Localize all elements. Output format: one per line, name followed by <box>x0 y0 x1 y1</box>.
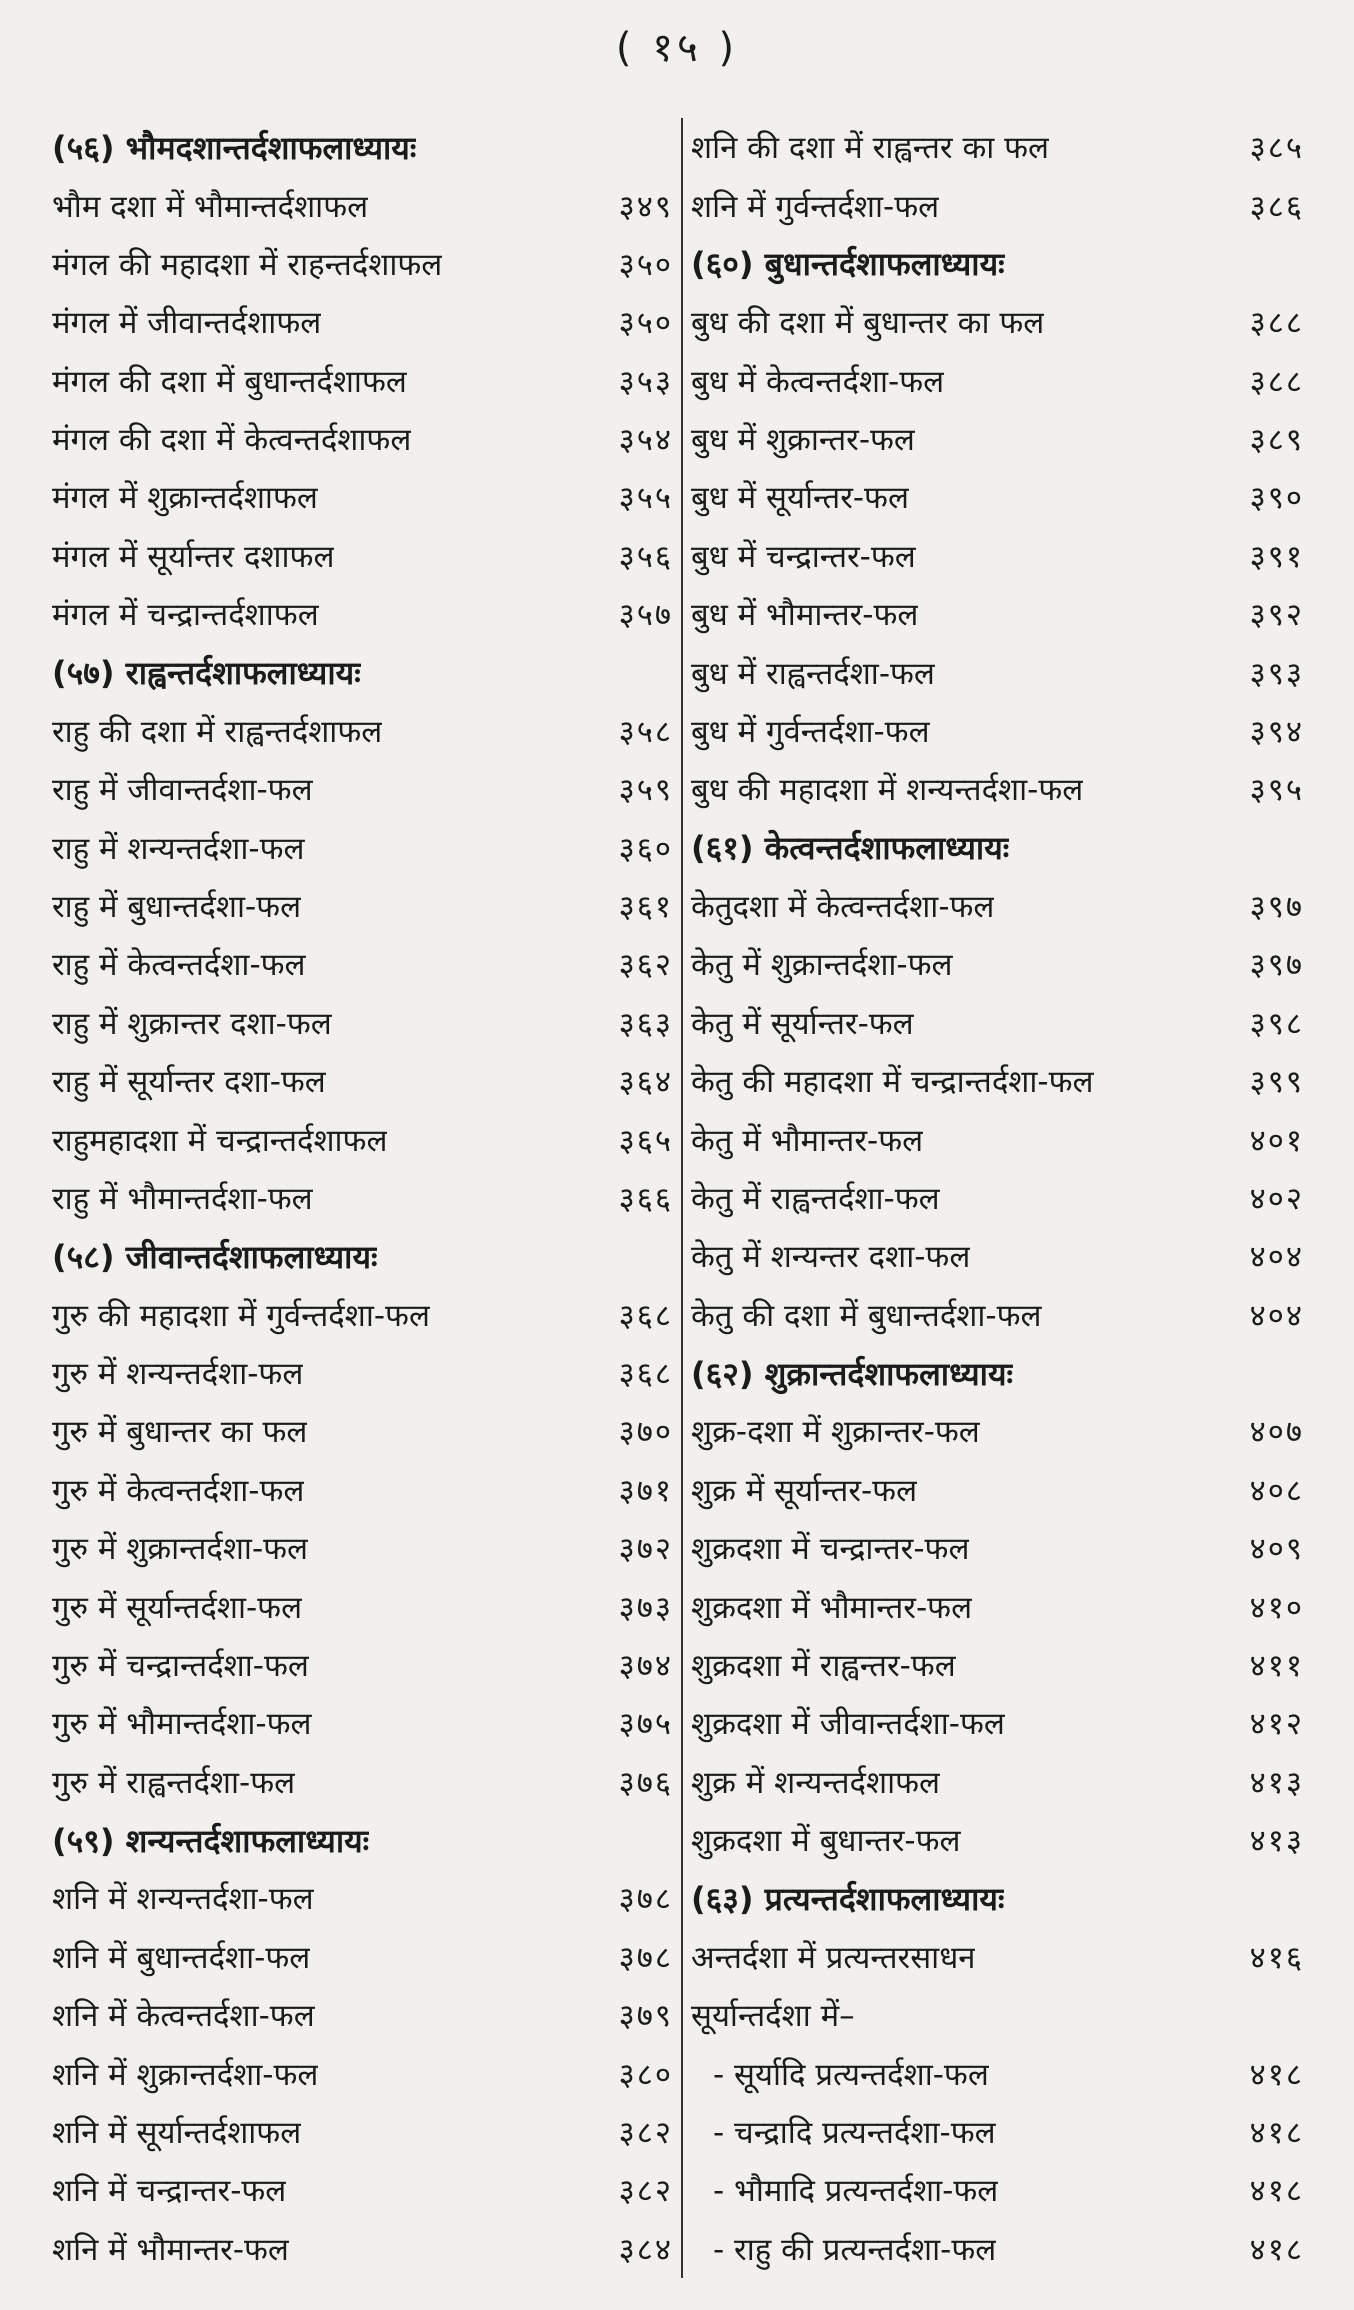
toc-entry <box>52 352 673 410</box>
toc-entry-title: बुध में केत्वन्तर्दशा-फल <box>691 363 945 400</box>
toc-entry <box>691 994 1304 1052</box>
toc-entry-title: शनि में बुधान्तर्दशा-फल <box>52 1939 311 1976</box>
toc-chapter-heading <box>691 235 1304 293</box>
toc-entry <box>691 1052 1304 1110</box>
toc-entry-title: बुध में भौमान्तर-फल <box>691 597 919 634</box>
toc-entry-page: ३८२ <box>618 2114 673 2151</box>
toc-entry-title: (५७) राह्वन्तर्दशाफलाध्यायः <box>52 654 361 693</box>
toc-entry <box>52 877 673 935</box>
toc-entry-page: ३७२ <box>618 1531 673 1568</box>
toc-entry-page: ४१६ <box>1249 1939 1304 1976</box>
toc-entry-page: ३९७ <box>1249 889 1304 926</box>
toc-entry-page: ४०४ <box>1249 1239 1304 1276</box>
toc-entry <box>52 176 673 234</box>
toc-entry <box>691 1286 1304 1344</box>
toc-entry <box>52 1869 673 1927</box>
toc-entry-page: ३५८ <box>618 713 673 750</box>
toc-entry <box>52 1169 673 1227</box>
toc-entry-page: ३५० <box>618 246 673 283</box>
toc-entry-page: ३९५ <box>1249 772 1304 809</box>
toc-entry-title: - राहु की प्रत्यन्तर्दशा-फल <box>713 2231 997 2268</box>
toc-entry-title: शनि में भौमान्तर-फल <box>52 2231 289 2268</box>
toc-entry-title: गुरु में भौमान्तर्दशा-फल <box>52 1706 312 1743</box>
toc-entry-page: ३८० <box>618 2056 673 2093</box>
toc-entry-page: ३९२ <box>1249 597 1304 634</box>
toc-entry <box>691 1636 1304 1694</box>
toc-entry-title: मंगल में जीवान्तर्दशाफल <box>52 305 322 342</box>
toc-entry-title: केतु में भौमान्तर-फल <box>691 1122 924 1159</box>
toc-entry-title: बुध की महादशा में शन्यन्तर्दशा-फल <box>691 772 1084 809</box>
toc-entry <box>691 118 1304 176</box>
toc-entry-page: ३७८ <box>618 1939 673 1976</box>
toc-entry-page: ४१३ <box>1249 1823 1304 1860</box>
toc-entry <box>52 1694 673 1752</box>
toc-entry-page: ४१८ <box>1249 2056 1304 2093</box>
toc-entry-title: मंगल में चन्द्रान्तर्दशाफल <box>52 597 319 634</box>
toc-entry-title: गुरु में शन्यन्तर्दशा-फल <box>52 1356 304 1393</box>
toc-entry <box>691 2103 1304 2161</box>
toc-entry-title: केतुदशा में केत्वन्तर्दशा-फल <box>691 889 995 926</box>
toc-chapter-heading <box>52 643 673 701</box>
toc-entry-page: ३५६ <box>618 538 673 575</box>
toc-entry <box>52 1928 673 1986</box>
toc-entry-page: ३७३ <box>618 1589 673 1626</box>
toc-entry <box>52 819 673 877</box>
toc-entry-page: ३८५ <box>1249 130 1304 167</box>
toc-entry <box>52 527 673 585</box>
toc-entry-title: शुक्र में सूर्यान्तर-फल <box>691 1472 918 1509</box>
toc-entry-page: ३९७ <box>1249 947 1304 984</box>
toc-entry-title: शनि में सूर्यान्तर्दशाफल <box>52 2114 302 2151</box>
toc-entry-title: केतु की महादशा में चन्द्रान्तर्दशा-फल <box>691 1064 1094 1101</box>
toc-entry-title: बुध में राह्वन्तर्दशा-फल <box>691 655 935 692</box>
toc-entry-page: ३६५ <box>618 1122 673 1159</box>
toc-entry <box>691 2161 1304 2219</box>
toc-entry <box>691 1519 1304 1577</box>
toc-entry-title: (६०) बुधान्तर्दशाफलाध्यायः <box>691 245 1005 284</box>
toc-entry-page: ३५९ <box>618 772 673 809</box>
toc-entry-title: राहु में सूर्यान्तर दशा-फल <box>52 1064 326 1101</box>
toc-entry-title: मंगल की महादशा में राहन्तर्दशाफल <box>52 246 443 283</box>
toc-entry <box>52 2220 673 2278</box>
toc-entry-page: ३८८ <box>1249 363 1304 400</box>
toc-entry-title: शनि की दशा में राह्वन्तर का फल <box>691 130 1050 167</box>
toc-chapter-heading <box>691 1344 1304 1402</box>
toc-entry-page: ३९९ <box>1249 1064 1304 1101</box>
toc-entry <box>691 352 1304 410</box>
toc-entry <box>691 1694 1304 1752</box>
toc-entry <box>52 1286 673 1344</box>
toc-entry-page: ३९३ <box>1249 655 1304 692</box>
toc-entry <box>52 1110 673 1168</box>
toc-entry-page: ४०८ <box>1249 1472 1304 1509</box>
toc-entry-title: राहु में शन्यन्तर्दशा-फल <box>52 830 305 867</box>
toc-entry-title: मंगल में शुक्रान्तर्दशाफल <box>52 480 318 517</box>
toc-left-column <box>52 118 681 2278</box>
toc-entry-page: ३८६ <box>1249 188 1304 225</box>
toc-entry-title: राहुमहादशा में चन्द्रान्तर्दशाफल <box>52 1122 388 1159</box>
toc-entry-title: (५८) जीवान्तर्दशाफलाध्यायः <box>52 1237 378 1276</box>
toc-entry-page: ४१३ <box>1249 1764 1304 1801</box>
toc-entry-title: मंगल की दशा में केत्वन्तर्दशाफल <box>52 422 412 459</box>
toc-entry <box>691 410 1304 468</box>
toc-entry-title: मंगल की दशा में बुधान्तर्दशाफल <box>52 363 407 400</box>
toc-entry-title: गुरु में राह्वन्तर्दशा-फल <box>52 1764 296 1801</box>
toc-entry-title: राहु में केत्वन्तर्दशा-फल <box>52 947 306 984</box>
toc-entry-page: ३७६ <box>618 1764 673 1801</box>
toc-entry-page: ३७५ <box>618 1706 673 1743</box>
toc-entry-page: ४१८ <box>1249 2231 1304 2268</box>
toc-entry-title: बुध में चन्द्रान्तर-फल <box>691 538 916 575</box>
toc-entry-title: गुरु में बुधान्तर का फल <box>52 1414 308 1451</box>
toc-entry-title: - भौमादि प्रत्यन्तर्दशा-फल <box>713 2173 999 2210</box>
toc-entry <box>691 176 1304 234</box>
toc-entry <box>52 1577 673 1635</box>
toc-entry-title: (५६) भौमदशान्तर्दशाफलाध्यायः <box>52 128 417 167</box>
toc-entry-page: ४०४ <box>1249 1297 1304 1334</box>
toc-entry-title: गुरु में केत्वन्तर्दशा-फल <box>52 1472 305 1509</box>
toc-entry <box>52 1344 673 1402</box>
toc-entry-page: ४०७ <box>1249 1414 1304 1451</box>
toc-entry-page: ४०२ <box>1249 1180 1304 1217</box>
toc-entry <box>691 2220 1304 2278</box>
toc-entry-page: ३७८ <box>618 1881 673 1918</box>
toc-entry <box>691 527 1304 585</box>
toc-entry <box>691 1169 1304 1227</box>
toc-entry <box>52 935 673 993</box>
toc-entry-page: ३६४ <box>618 1064 673 1101</box>
toc-entry-title: गुरु में चन्द्रान्तर्दशा-फल <box>52 1647 309 1684</box>
toc-entry <box>52 1402 673 1460</box>
toc-entry <box>52 1052 673 1110</box>
toc-entry-title: शनि में शुक्रान्तर्दशा-फल <box>52 2056 319 2093</box>
toc-entry <box>52 760 673 818</box>
toc-entry <box>691 1928 1304 1986</box>
toc-entry-title: केतु में शुक्रान्तर्दशा-फल <box>691 947 953 984</box>
toc-entry-title: केतु में राह्वन्तर्दशा-फल <box>691 1180 940 1217</box>
toc-entry <box>52 994 673 1052</box>
toc-entry-page: ४११ <box>1249 1647 1304 1684</box>
toc-entry-title: मंगल में सूर्यान्तर दशाफल <box>52 538 335 575</box>
toc-entry-title: गुरु की महादशा में गुर्वन्तर्दशा-फल <box>52 1297 430 1334</box>
toc-entry-page: ३६६ <box>618 1180 673 1217</box>
toc-entry-page: ४१८ <box>1249 2173 1304 2210</box>
toc-entry-page: ३८८ <box>1249 305 1304 342</box>
toc-entry-page: ४१२ <box>1249 1706 1304 1743</box>
toc-entry-title: बुध में गुर्वन्तर्दशा-फल <box>691 713 930 750</box>
toc-entry-page: ३७४ <box>618 1647 673 1684</box>
toc-entry-page: ३६३ <box>618 1005 673 1042</box>
toc-chapter-heading <box>52 1227 673 1285</box>
toc-entry-title: गुरु में शुक्रान्तर्दशा-फल <box>52 1531 309 1568</box>
toc-entry-page: ३७० <box>618 1414 673 1451</box>
toc-entry-page: ३५७ <box>618 597 673 634</box>
toc-entry-title: शनि में केत्वन्तर्दशा-फल <box>52 1998 315 2035</box>
toc-entry-title: बुध की दशा में बुधान्तर का फल <box>691 305 1045 342</box>
toc-entry-title: शुक्र में शन्यन्तर्दशाफल <box>691 1764 941 1801</box>
toc-entry-title: शुक्रदशा में जीवान्तर्दशा-फल <box>691 1706 1005 1743</box>
toc-chapter-heading <box>52 118 673 176</box>
toc-entry-title: - सूर्यादि प्रत्यन्तर्दशा-फल <box>713 2056 989 2093</box>
toc-entry-page: ३८२ <box>618 2173 673 2210</box>
toc-entry-page: ३९१ <box>1249 538 1304 575</box>
toc-entry <box>52 2161 673 2219</box>
toc-entry-page: ४०९ <box>1249 1531 1304 1568</box>
toc-entry-page: ३९० <box>1249 480 1304 517</box>
toc-entry-title: राहु में शुक्रान्तर दशा-फल <box>52 1005 332 1042</box>
toc-entry <box>691 877 1304 935</box>
toc-entry <box>52 468 673 526</box>
toc-entry-title: सूर्यान्तर्दशा में– <box>691 1998 855 2035</box>
toc-entry <box>691 935 1304 993</box>
toc-entry <box>691 1110 1304 1168</box>
page-number: ( १५ ) <box>615 25 739 71</box>
toc-entry-title: शनि में गुर्वन्तर्दशा-फल <box>691 188 940 225</box>
toc-entry <box>691 1227 1304 1285</box>
toc-entry <box>52 293 673 351</box>
toc-entry <box>52 1986 673 2044</box>
toc-entry-page: ३५० <box>618 305 673 342</box>
toc-entry-page: ४१० <box>1249 1589 1304 1626</box>
toc-entry-title: अन्तर्दशा में प्रत्यन्तरसाधन <box>691 1939 976 1976</box>
toc-entry-page: ३६० <box>618 830 673 867</box>
toc-entry <box>691 468 1304 526</box>
toc-entry-title: राहु में बुधान्तर्दशा-फल <box>52 889 302 926</box>
toc-entry <box>52 585 673 643</box>
toc-entry-page: ३५५ <box>618 480 673 517</box>
toc-entry-title: शुक्रदशा में राह्वन्तर-फल <box>691 1647 956 1684</box>
toc-entry <box>691 1986 1304 2044</box>
toc-entry-title: केतु में सूर्यान्तर-फल <box>691 1005 914 1042</box>
toc-entry <box>52 702 673 760</box>
toc-entry <box>52 1636 673 1694</box>
toc-chapter-heading <box>691 1869 1304 1927</box>
toc-entry <box>52 410 673 468</box>
toc-entry <box>691 1753 1304 1811</box>
toc-entry-title: गुरु में सूर्यान्तर्दशा-फल <box>52 1589 303 1626</box>
toc-entry-title: भौम दशा में भौमान्तर्दशाफल <box>52 188 369 225</box>
table-of-contents <box>52 118 1304 2278</box>
toc-entry-page: ३५३ <box>618 363 673 400</box>
toc-entry <box>691 1402 1304 1460</box>
toc-entry <box>691 760 1304 818</box>
toc-entry-page: ३६८ <box>618 1356 673 1393</box>
toc-entry-page: ३४९ <box>618 188 673 225</box>
toc-entry-page: ३६१ <box>618 889 673 926</box>
toc-entry-title: राहु की दशा में राह्वन्तर्दशाफल <box>52 713 383 750</box>
toc-entry <box>691 1461 1304 1519</box>
toc-entry <box>52 2103 673 2161</box>
toc-entry-page: ३७१ <box>618 1472 673 1509</box>
toc-entry-page: ३९८ <box>1249 1005 1304 1042</box>
toc-entry-title: केतु की दशा में बुधान्तर्दशा-फल <box>691 1297 1042 1334</box>
toc-chapter-heading <box>52 1811 673 1869</box>
toc-entry-title: शुक्रदशा में भौमान्तर-फल <box>691 1589 973 1626</box>
toc-entry-title: शुक्रदशा में चन्द्रान्तर-फल <box>691 1531 970 1568</box>
toc-right-column <box>681 118 1304 2278</box>
toc-entry-page: ३७९ <box>618 1998 673 2035</box>
toc-entry-title: (६३) प्रत्यन्तर्दशाफलाध्यायः <box>691 1879 1005 1918</box>
toc-entry-title: राहु में जीवान्तर्दशा-फल <box>52 772 313 809</box>
toc-entry-title: बुध में सूर्यान्तर-फल <box>691 480 909 517</box>
toc-chapter-heading <box>691 819 1304 877</box>
toc-entry <box>691 585 1304 643</box>
toc-entry <box>52 1753 673 1811</box>
toc-entry-page: ४०१ <box>1249 1122 1304 1159</box>
toc-entry-page: ३६८ <box>618 1297 673 1334</box>
toc-entry-title: राहु में भौमान्तर्दशा-फल <box>52 1180 313 1217</box>
toc-entry <box>52 1461 673 1519</box>
toc-entry-page: ३६२ <box>618 947 673 984</box>
toc-entry-title: (६१) केत्वन्तर्दशाफलाध्यायः <box>691 829 1010 868</box>
toc-entry-title: केतु में शन्यन्तर दशा-फल <box>691 1239 971 1276</box>
toc-entry <box>52 1519 673 1577</box>
toc-entry-title: शनि में चन्द्रान्तर-फल <box>52 2173 287 2210</box>
toc-entry <box>691 1811 1304 1869</box>
toc-entry <box>52 235 673 293</box>
toc-entry <box>691 1577 1304 1635</box>
toc-entry <box>52 2044 673 2102</box>
toc-entry-title: शनि में शन्यन्तर्दशा-फल <box>52 1881 314 1918</box>
toc-entry-title: (६२) शुक्रान्तर्दशाफलाध्यायः <box>691 1354 1013 1393</box>
toc-entry-title: शुक्रदशा में बुधान्तर-फल <box>691 1823 961 1860</box>
toc-entry-page: ४१८ <box>1249 2114 1304 2151</box>
toc-entry-title: (५९) शन्यन्तर्दशाफलाध्यायः <box>52 1821 370 1860</box>
toc-entry-page: ३५४ <box>618 422 673 459</box>
toc-entry-page: ३८९ <box>1249 422 1304 459</box>
toc-entry-title: - चन्द्रादि प्रत्यन्तर्दशा-फल <box>713 2114 996 2151</box>
toc-entry <box>691 2044 1304 2102</box>
toc-entry <box>691 643 1304 701</box>
toc-entry-page: ३८४ <box>618 2231 673 2268</box>
toc-entry-title: बुध में शुक्रान्तर-फल <box>691 422 915 459</box>
toc-entry <box>691 293 1304 351</box>
toc-entry-title: शुक्र-दशा में शुक्रान्तर-फल <box>691 1414 980 1451</box>
toc-entry <box>691 702 1304 760</box>
toc-entry-page: ३९४ <box>1249 713 1304 750</box>
